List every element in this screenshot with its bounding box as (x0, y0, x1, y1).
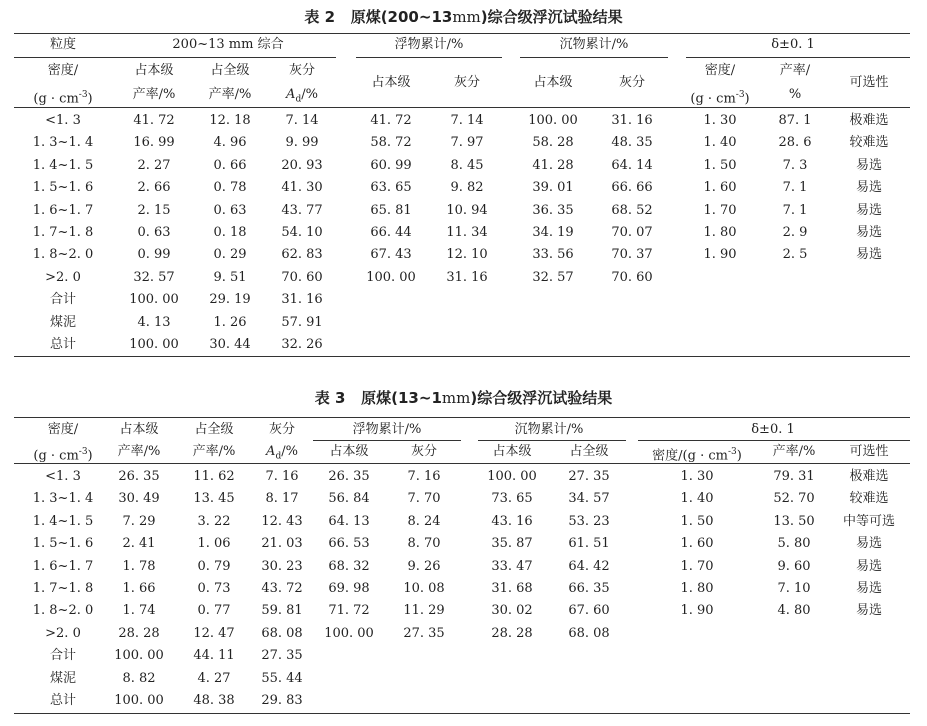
t3-delta-rule (638, 440, 910, 441)
table-cell: 79. 31 (773, 469, 815, 484)
table-cell: 57. 91 (281, 314, 323, 330)
table-cell: 68. 32 (328, 558, 370, 574)
table-cell: 7. 1 (782, 180, 808, 196)
table-cell: 64. 14 (611, 157, 653, 173)
table-cell: 58. 72 (370, 135, 412, 151)
table-cell: 2. 9 (782, 225, 808, 240)
table-cell: 7. 1 (782, 202, 808, 218)
t3-header-delta: δ±0. 1 (751, 422, 795, 437)
table-cell: 7. 10 (777, 581, 811, 596)
table-cell: 8. 17 (265, 491, 299, 507)
table-cell: 9. 82 (450, 180, 484, 196)
t2-header-composite: 200~13 mm 综合 (172, 37, 284, 52)
t3-own-yield-label: 占本级 (119, 422, 159, 437)
table-cell: 1. 7~1. 8 (32, 225, 94, 240)
table-cell: 1. 4~1. 5 (32, 513, 94, 529)
t3-delta-yield-label: 产率/% (772, 444, 816, 459)
t2-header-float: 浮物累计/% (394, 37, 464, 52)
table3-top-rule (14, 417, 910, 418)
t2-own-yield-label: 占本级 (134, 63, 174, 78)
t3-header-sink: 沉物累计/% (514, 422, 584, 437)
table-cell: 13. 50 (773, 513, 815, 529)
table-cell: 30. 23 (261, 558, 303, 574)
table-cell: 0. 29 (213, 247, 247, 263)
t2-total-yield-label: 占全级 (210, 63, 250, 78)
table-cell: 41. 30 (281, 180, 323, 196)
table-cell: 0. 77 (197, 603, 231, 619)
table-cell: 100. 00 (129, 292, 179, 308)
table-cell: 1. 30 (703, 113, 737, 128)
table-cell: 0. 73 (197, 581, 231, 596)
table-cell: 1. 60 (703, 180, 737, 196)
t2-header-size: 粒度 (49, 37, 77, 52)
table-cell: 68. 08 (261, 625, 303, 641)
table-cell: 69. 98 (328, 581, 370, 596)
table-cell: 32. 26 (281, 337, 323, 352)
table-cell: 28. 28 (491, 625, 533, 641)
table-cell: 12. 47 (193, 625, 235, 641)
table-cell: 1. 5~1. 6 (32, 536, 94, 552)
table-cell: >2. 0 (45, 625, 81, 641)
table-cell: 33. 47 (491, 558, 533, 574)
table-cell: 55. 44 (261, 670, 303, 686)
table-cell: 71. 72 (328, 603, 370, 619)
t3-bottom-rule (14, 713, 910, 714)
t3-float-ash-label: 灰分 (410, 444, 438, 459)
t2-ash-unit: $A_d/\%$ (286, 87, 318, 105)
table-cell: 34. 57 (568, 491, 610, 507)
table-cell: 0. 63 (213, 202, 247, 218)
t3-washability-label: 可选性 (849, 444, 889, 459)
table-cell: 31. 16 (611, 113, 653, 128)
table-cell: 1. 06 (197, 536, 231, 552)
table-cell: 中等可选 (842, 513, 896, 529)
table-cell: 41. 72 (133, 113, 175, 128)
table-cell: 1. 8~2. 0 (32, 247, 94, 263)
t2-header-sink: 沉物累计/% (559, 37, 629, 52)
table-cell: 7. 97 (450, 135, 484, 151)
table-cell: 1. 40 (703, 135, 737, 151)
table-cell: 29. 83 (261, 693, 303, 708)
table-cell: 100. 00 (114, 648, 164, 664)
table-cell: 28. 28 (118, 625, 160, 641)
table-cell: >2. 0 (45, 269, 81, 285)
table-cell: 100. 00 (528, 113, 578, 128)
table-cell: 31. 68 (491, 581, 533, 596)
table-cell: 1. 90 (703, 247, 737, 263)
t2-total-yield-unit: 产率/% (208, 87, 252, 102)
table-cell: 1. 78 (122, 558, 156, 574)
table-cell: 1. 5~1. 6 (32, 180, 94, 196)
table-cell: 7. 29 (122, 513, 156, 529)
table-cell: 1. 3~1. 4 (32, 491, 94, 507)
table-cell: 100. 00 (114, 693, 164, 708)
table-cell: 4. 80 (777, 603, 811, 619)
table-cell: 41. 72 (370, 113, 412, 128)
table-cell: 70. 07 (611, 225, 653, 240)
t2-body-rule (14, 107, 910, 108)
table-cell: 7. 14 (450, 113, 484, 128)
table-cell: 1. 60 (680, 536, 714, 552)
t3-sink-own-label: 占本级 (492, 444, 532, 459)
table-cell: 易选 (855, 603, 883, 619)
table-cell: 易选 (855, 180, 883, 196)
table-cell: 较难选 (849, 491, 889, 507)
table-cell: 10. 94 (446, 202, 488, 218)
table-cell: 0. 18 (213, 225, 247, 240)
table-cell: 7. 16 (407, 469, 441, 484)
table-cell: 1. 80 (703, 225, 737, 240)
t2-density-unit: $(g \cdot cm^{-3})$ (33, 90, 93, 107)
table-cell: 20. 93 (281, 157, 323, 173)
table-cell: 12. 43 (261, 513, 303, 529)
table-cell: 44. 11 (193, 648, 235, 664)
table-cell: 12. 18 (209, 113, 251, 128)
table-cell: 32. 57 (532, 269, 574, 285)
table-cell: 2. 5 (782, 247, 808, 263)
table-cell: 合计 (49, 648, 77, 664)
table-cell: 易选 (855, 536, 883, 552)
table-cell: 2. 66 (137, 180, 171, 196)
table-cell: 11. 34 (446, 225, 488, 240)
table-cell: 66. 66 (611, 180, 653, 196)
table-cell: 67. 60 (568, 603, 610, 619)
table-cell: 87. 1 (778, 113, 812, 128)
t3-body-rule (14, 463, 910, 464)
table-cell: 9. 99 (285, 135, 319, 151)
table-cell: 100. 00 (129, 337, 179, 352)
table-cell: 36. 35 (532, 202, 574, 218)
t3-density-label: 密度/ (47, 422, 79, 437)
table-cell: 12. 10 (446, 247, 488, 263)
table-cell: 总计 (49, 337, 77, 352)
table-cell: 61. 51 (568, 536, 610, 552)
t2-sink-own-label: 占本级 (533, 75, 573, 90)
table-cell: 0. 63 (137, 225, 171, 240)
table-cell: 10. 08 (403, 581, 445, 596)
table-cell: 0. 79 (197, 558, 231, 574)
table-cell: 39. 01 (532, 180, 574, 196)
table-cell: 9. 51 (213, 269, 247, 285)
table-cell: 7. 14 (285, 113, 319, 128)
table-cell: 53. 23 (568, 513, 610, 529)
table-cell: 48. 35 (611, 135, 653, 151)
table-cell: 66. 53 (328, 536, 370, 552)
t3-sink-total-label: 占全级 (569, 444, 609, 459)
table-cell: 2. 41 (122, 536, 156, 552)
t3-total-yield-label: 占全级 (194, 422, 234, 437)
table-cell: 极难选 (849, 113, 889, 128)
table-cell: 21. 03 (261, 536, 303, 552)
table-cell: 9. 60 (777, 558, 811, 574)
table-cell: 43. 72 (261, 581, 303, 596)
table-cell: 1. 40 (680, 491, 714, 507)
table2-caption: 表 2 原煤(200~13mm)综合级浮沉试验结果 (304, 8, 623, 26)
table-cell: 67. 43 (370, 247, 412, 263)
table-cell: 煤泥 (49, 670, 77, 686)
table-cell: 70. 60 (611, 269, 653, 285)
table-cell: 1. 8~2. 0 (32, 603, 94, 619)
table-cell: 64. 13 (328, 513, 370, 529)
t2-density-label: 密度/ (47, 63, 79, 78)
table-cell: 1. 70 (703, 202, 737, 218)
t2-own-yield-unit: 产率/% (132, 87, 176, 102)
t2-header-rule (14, 57, 336, 58)
table-cell: 43. 16 (491, 513, 533, 529)
table-cell: 4. 13 (137, 314, 171, 330)
table-cell: 41. 28 (532, 157, 574, 173)
table-cell: 1. 4~1. 5 (32, 157, 94, 173)
t3-ash-label: 灰分 (268, 422, 296, 437)
table3-caption: 表 3 原煤(13~1mm)综合级浮沉试验结果 (314, 389, 613, 407)
t3-density-unit: $(g \cdot cm^{-3})$ (33, 447, 93, 464)
t3-own-yield-unit: 产率/% (117, 444, 161, 459)
table-cell: 7. 3 (782, 157, 808, 173)
table-cell: 27. 35 (568, 469, 610, 484)
table-cell: 易选 (855, 225, 883, 240)
t2-ash-label: 灰分 (288, 63, 316, 78)
table-cell: 27. 35 (261, 648, 303, 664)
t2-header-delta: δ±0. 1 (771, 37, 815, 52)
table-cell: 73. 65 (491, 491, 533, 507)
table-cell: 63. 65 (370, 180, 412, 196)
table-cell: 48. 38 (193, 693, 235, 708)
table-cell: 54. 10 (281, 225, 323, 240)
t2-delta-yield-unit: % (788, 87, 802, 102)
table-cell: 1. 50 (703, 157, 737, 173)
table-cell: 70. 60 (281, 269, 323, 285)
table-cell: 11. 29 (403, 603, 445, 619)
t2-float-ash-label: 灰分 (453, 75, 481, 90)
table-cell: 70. 37 (611, 247, 653, 263)
table-cell: 29. 19 (209, 292, 251, 308)
t3-sink-rule (478, 440, 626, 441)
table-cell: 11. 62 (193, 469, 235, 484)
table-cell: 3. 22 (197, 513, 231, 529)
table-cell: 0. 78 (213, 180, 247, 196)
t3-float-rule (313, 440, 461, 441)
table-cell: 58. 28 (532, 135, 574, 151)
t3-float-own-label: 占本级 (329, 444, 369, 459)
table-cell: 2. 27 (137, 157, 171, 173)
table-cell: 34. 19 (532, 225, 574, 240)
t2-delta-density-label: 密度/ (704, 63, 736, 78)
table-cell: 100. 00 (366, 269, 416, 285)
table-cell: 1. 6~1. 7 (32, 558, 94, 574)
table-cell: 5. 80 (777, 536, 811, 552)
table-cell: 68. 52 (611, 202, 653, 218)
table-cell: 56. 84 (328, 491, 370, 507)
t2-float-own-label: 占本级 (371, 75, 411, 90)
table-cell: 1. 70 (680, 558, 714, 574)
table-cell: 26. 35 (118, 469, 160, 484)
table-cell: 8. 70 (407, 536, 441, 552)
table-cell: 1. 30 (680, 469, 714, 484)
table-cell: 68. 08 (568, 625, 610, 641)
t2-sink-rule (520, 57, 668, 58)
table-cell: 35. 87 (491, 536, 533, 552)
table-cell: 28. 6 (778, 135, 812, 151)
table-cell: 4. 96 (213, 135, 247, 151)
table-cell: 1. 3~1. 4 (32, 135, 94, 151)
table-cell: 52. 70 (773, 491, 815, 507)
table-cell: 煤泥 (49, 314, 77, 330)
table-cell: 66. 44 (370, 225, 412, 240)
table-cell: 0. 66 (213, 157, 247, 173)
table-cell: 26. 35 (328, 469, 370, 484)
table-cell: 1. 90 (680, 603, 714, 619)
table-cell: 7. 70 (407, 491, 441, 507)
table-cell: 9. 26 (407, 558, 441, 574)
table-cell: 100. 00 (487, 469, 537, 484)
table-cell: 66. 35 (568, 581, 610, 596)
table-cell: 31. 16 (281, 292, 323, 308)
t2-delta-yield-label: 产率/ (779, 63, 811, 78)
t2-delta-rule (686, 57, 910, 58)
table-cell: 1. 6~1. 7 (32, 202, 94, 218)
table-cell: 30. 49 (118, 491, 160, 507)
table-cell: 1. 26 (213, 314, 247, 330)
table-cell: 易选 (855, 581, 883, 596)
table2-top-rule (14, 33, 910, 34)
table-cell: 2. 15 (137, 202, 171, 218)
table-cell: 16. 99 (133, 135, 175, 151)
t3-ash-unit: $A_d/\%$ (266, 444, 298, 462)
t2-washability-label: 可选性 (849, 75, 889, 90)
table-cell: 31. 16 (446, 269, 488, 285)
table-cell: 较难选 (849, 135, 889, 151)
table-cell: 60. 99 (370, 157, 412, 173)
table-cell: 43. 77 (281, 202, 323, 218)
table-cell: 4. 27 (197, 670, 231, 686)
table-cell: 7. 16 (265, 469, 299, 484)
t3-delta-density-label: 密度$/(g \cdot cm^{-3})$ (652, 447, 742, 464)
table-cell: 100. 00 (324, 625, 374, 641)
table-cell: 1. 74 (122, 603, 156, 619)
table-cell: 30. 02 (491, 603, 533, 619)
table-cell: 易选 (855, 247, 883, 263)
table-cell: 8. 45 (450, 157, 484, 173)
table-cell: 13. 45 (193, 491, 235, 507)
t2-float-rule (356, 57, 502, 58)
table-cell: 62. 83 (281, 247, 323, 263)
table-cell: 65. 81 (370, 202, 412, 218)
table-cell: 8. 24 (407, 513, 441, 529)
table-cell: 27. 35 (403, 625, 445, 641)
t3-header-float: 浮物累计/% (352, 422, 422, 437)
table-cell: 1. 7~1. 8 (32, 581, 94, 596)
table-cell: 1. 66 (122, 581, 156, 596)
table-cell: 0. 99 (137, 247, 171, 263)
table-cell: 32. 57 (133, 269, 175, 285)
t2-bottom-rule (14, 356, 910, 357)
table-cell: 59. 81 (261, 603, 303, 619)
table-cell: 总计 (49, 693, 77, 708)
table-cell: 8. 82 (122, 670, 156, 686)
t2-delta-density-unit: $(g \cdot cm^{-3})$ (690, 90, 750, 107)
t3-total-yield-unit: 产率/% (192, 444, 236, 459)
table-cell: 33. 56 (532, 247, 574, 263)
table-cell: 64. 42 (568, 558, 610, 574)
table-cell: 易选 (855, 202, 883, 218)
table-cell: 极难选 (849, 469, 889, 484)
table-cell: <1. 3 (45, 113, 81, 128)
table-cell: 1. 80 (680, 581, 714, 596)
table-cell: 易选 (855, 157, 883, 173)
table-cell: <1. 3 (45, 469, 81, 484)
table-cell: 易选 (855, 558, 883, 574)
table-cell: 30. 44 (209, 337, 251, 352)
table-cell: 1. 50 (680, 513, 714, 529)
t2-sink-ash-label: 灰分 (618, 75, 646, 90)
table-cell: 合计 (49, 292, 77, 308)
